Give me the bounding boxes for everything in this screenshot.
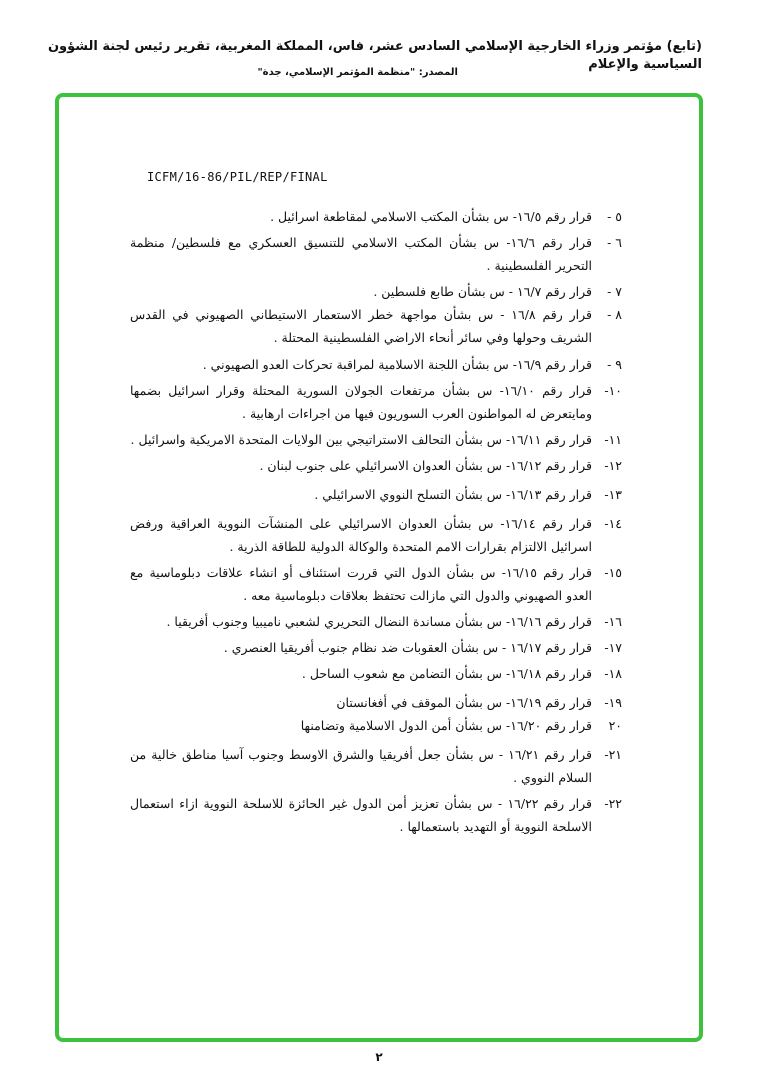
item-text: قرار رقم ١٦/١٣- س بشأن التسلح النووي الاسرائيلي . bbox=[314, 487, 592, 502]
list-item bbox=[130, 231, 622, 277]
list-item bbox=[130, 428, 622, 451]
item-text: قرار رقم ١٦/٩- س بشأن اللجنة الاسلامية لمراقبة تحركات العدو الصهيوني . bbox=[202, 357, 592, 372]
list-item bbox=[130, 714, 622, 737]
list-item bbox=[130, 483, 622, 506]
item-text: قرار رقم ١٦/٧ - س بشأن طابع فلسطين . bbox=[373, 284, 592, 299]
item-text: قرار رقم ١٦/١٤- س بشأن العدوان الاسرائيلي على المنشآت النووية العراقية ورفض اسرائيل الالتزام بقرارات الامم المتحدة والوكالة الدولية للطاقة الذرية . bbox=[130, 516, 592, 554]
item-number: ٢١- bbox=[604, 747, 622, 762]
item-number: ١٦- bbox=[604, 614, 622, 629]
document-reference: ICFM/16-86/PIL/REP/FINAL bbox=[147, 170, 328, 184]
list-item bbox=[130, 561, 622, 607]
item-text: قرار رقم ١٦/١٦- س بشأن مساندة النضال التحريري لشعبي ناميبيا وجنوب أفريقيا . bbox=[166, 614, 592, 629]
item-number: ٢٢- bbox=[604, 796, 622, 811]
list-item bbox=[130, 454, 622, 477]
item-text: قرار رقم ١٦/١٨- س بشأن التضامن مع شعوب الساحل . bbox=[301, 666, 592, 681]
list-item bbox=[130, 303, 622, 349]
item-text: قرار رقم ١٦/٦- س بشأن المكتب الاسلامي للتنسيق العسكري مع فلسطين/ منظمة التحرير الفلسطينية . bbox=[130, 235, 592, 273]
item-number: ١٧- bbox=[604, 640, 622, 655]
header-title: (تابع) مؤتمر وزراء الخارجية الإسلامي السادس عشر، فاس، المملكة المغربية، تقرير رئيس لجنة الشؤون السياسية والإعلام bbox=[47, 39, 702, 72]
item-number: ١٨- bbox=[604, 666, 622, 681]
list-item bbox=[130, 280, 622, 303]
item-number: ٩ - bbox=[607, 357, 622, 372]
item-number: ١٠- bbox=[604, 383, 622, 398]
list-item bbox=[130, 743, 622, 789]
header-source: المصدر: "منظمة المؤتمر الإسلامي، جدة" bbox=[257, 67, 458, 78]
item-number: ١٩- bbox=[604, 695, 622, 710]
list-item bbox=[130, 379, 622, 425]
item-number: ٦ - bbox=[607, 235, 622, 250]
list-item bbox=[130, 353, 622, 376]
item-text: قرار رقم ١٦/١٢- س بشأن العدوان الاسرائيلي على جنوب لبنان . bbox=[259, 458, 592, 473]
resolution-list bbox=[130, 205, 622, 838]
list-item bbox=[130, 792, 622, 838]
list-item bbox=[130, 636, 622, 659]
item-text: قرار رقم ١٦/٢٢ - س بشأن تعزيز أمن الدول غير الحائزة للاسلحة النووية ازاء استعمال الاسلحة النووية أو التهديد باستعمالها . bbox=[130, 796, 592, 834]
item-text: قرار رقم ١٦/٢٠- س بشأن أمن الدول الاسلامية وتضامنها bbox=[300, 718, 592, 733]
item-number: ١٢- bbox=[604, 458, 622, 473]
list-item bbox=[130, 512, 622, 558]
item-text: قرار رقم ١٦/٢١ - س بشأن جعل أفريقيا والشرق الاوسط وجنوب آسيا مناطق خالية من السلام النووي . bbox=[130, 747, 592, 785]
item-number: ١٥- bbox=[604, 565, 622, 580]
page-number: ٢ bbox=[375, 1050, 383, 1064]
item-text: قرار رقم ١٦/١٥- س بشأن الدول التي قررت استئناف أو انشاء علاقات دبلوماسية مع العدو الصهيوني والدول التي مازالت تحتفظ بعلاقات دبلوماسية معه . bbox=[130, 565, 592, 603]
item-number: ٧ - bbox=[607, 284, 622, 299]
item-text: قرار رقم ١٦/١٧ - س بشأن العقوبات ضد نظام جنوب أفريقيا العنصري . bbox=[223, 640, 592, 655]
item-text: قرار رقم ١٦/١١- س بشأن التحالف الاستراتيجي بين الولايات المتحدة الامريكية واسرائيل . bbox=[130, 432, 592, 447]
item-number: ١٣- bbox=[604, 487, 622, 502]
item-number: ٢٠ bbox=[608, 718, 622, 733]
item-text: قرار رقم ١٦/١٠- س بشأن مرتفعات الجولان السورية المحتلة وقرار اسرائيل بضمها ومايتعرض له المواطنون العرب السوريون فيها من اجراءات ارهابية . bbox=[130, 383, 592, 421]
item-number: ٨ - bbox=[607, 307, 622, 322]
item-text: قرار رقم ١٦/٨ - س بشأن مواجهة خطر الاستعمار الاستيطاني الصهيوني في القدس الشريف وحولها وفي سائر أنحاء الاراضي الفلسطينية المحتلة . bbox=[130, 307, 592, 345]
list-item bbox=[130, 662, 622, 685]
item-number: ١٤- bbox=[604, 516, 622, 531]
list-item bbox=[130, 610, 622, 633]
item-number: ١١- bbox=[604, 432, 622, 447]
item-number: ٥ - bbox=[607, 209, 622, 224]
list-item bbox=[130, 691, 622, 714]
list-item bbox=[130, 205, 622, 228]
item-text: قرار رقم ١٦/٥- س بشأن المكتب الاسلامي لمقاطعة اسرائيل . bbox=[270, 209, 592, 224]
item-text: قرار رقم ١٦/١٩- س بشأن الموقف في أفغانستان bbox=[336, 695, 592, 710]
